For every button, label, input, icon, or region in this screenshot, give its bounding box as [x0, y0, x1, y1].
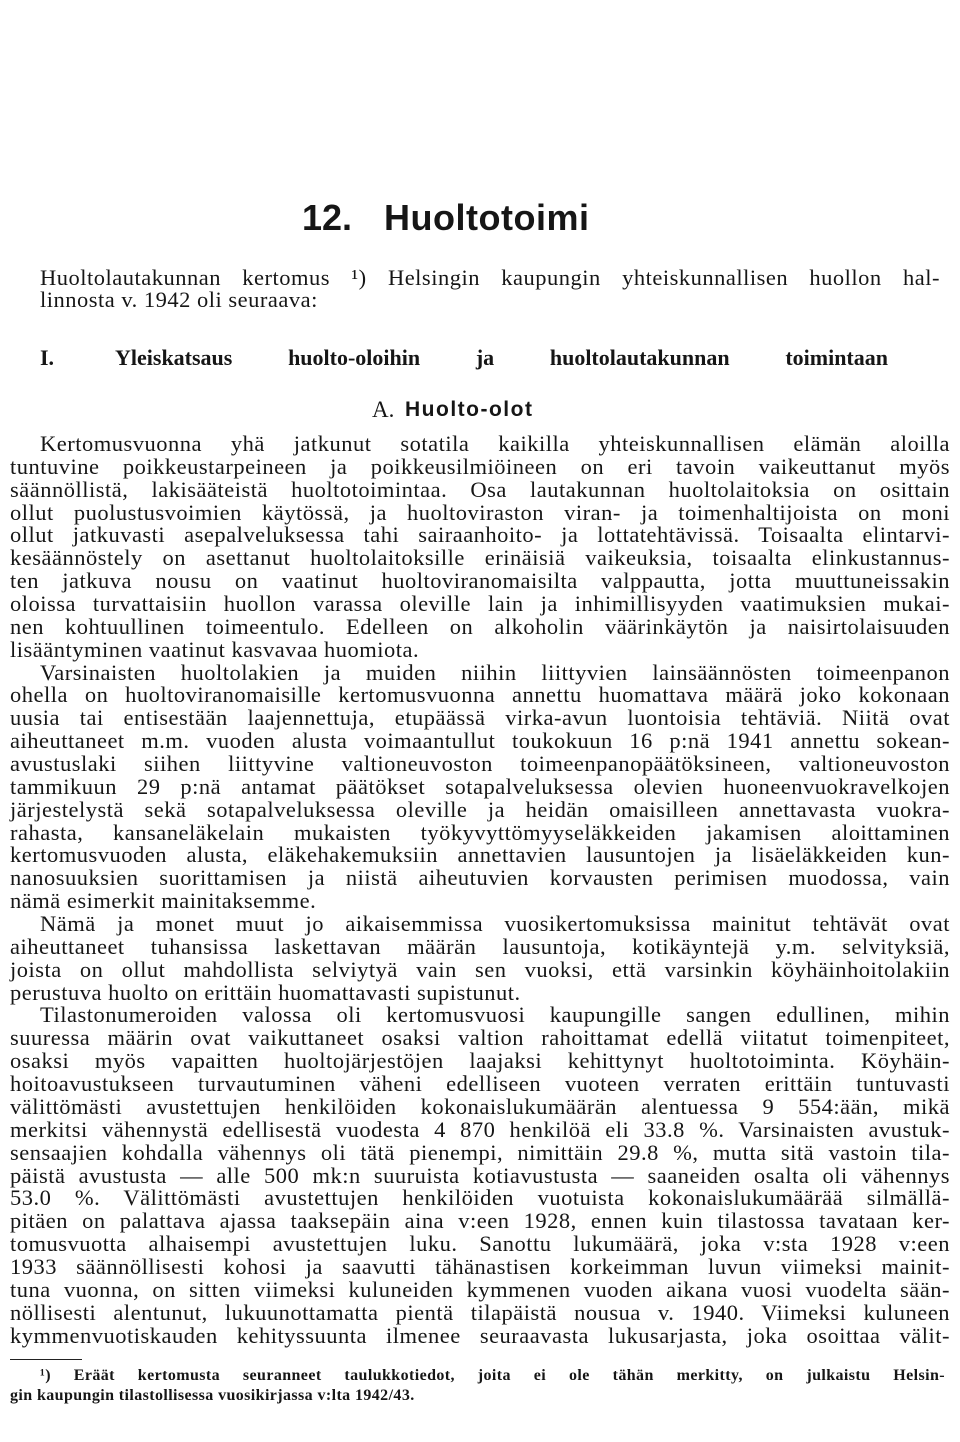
text-line: Kertomusvuonna yhä jatkunut sotatila kaikilla yhteiskunnallisen elämän aloilla [40, 431, 950, 456]
text-line: tammikuun 29 p:nä antamat päätökset sotapalveluksessa olevien huoneenvuokravelkojen [10, 773, 950, 799]
text-line: linnosta v. 1942 oli seuraava: [40, 287, 318, 312]
text-line: ollut jatkuvasti asepalveluksessa tahi sairaanhoito- ja lottatehtävissä. Toisaalta elintarvi- [10, 522, 950, 548]
text-line: nen kohtuullinen toimeentulo. Edelleen on alkoholin väärinkäytön ja naisirtolaisuuden [10, 613, 950, 639]
intro-paragraph [40, 267, 940, 311]
chapter-title [0, 197, 960, 239]
text-line: uusia tai entisestään laajennettuja, etupäässä virka-avun luontoisia tehtäviä. Niitä ovat [10, 705, 950, 731]
text-line: tuna vuonna, on sitten viimeksi kuluneiden kymmenen vuoden aikana vuosi vuodelta sään- [10, 1276, 950, 1302]
text-line: nöllisesti alentunut, lukuunottamatta pientä tilapäistä nousua v. 1940. Viimeksi kuluneen [10, 1299, 950, 1325]
subsection-letter: A. [372, 397, 395, 422]
chapter-title-text: Huoltotoimi [384, 197, 590, 238]
text-line: hoitoavustukseen turvautuminen väheni edelliseen vuoteen verraten erittäin tuntuvasti [10, 1071, 950, 1097]
text-line: ten jatkuva nousu on vaatinut huoltoviranomaisilta valppautta, jotta muuttuneissakin [10, 568, 950, 594]
text-line: perustuva huolto on erittäin huomattavasti supistunut. [10, 979, 521, 1005]
paragraph [10, 1004, 950, 1347]
text-line: Nämä ja monet muut jo aikaisemmissa vuosikertomuksissa mainitut tehtävät ovat [40, 911, 950, 937]
text-line: rahasta, kansaneläkelain mukaisten työkyvyttömyyseläkkeiden jakamisen aloittaminen [10, 819, 950, 845]
text-line: kertomusvuoden alusta, eläkehakemuksiin annettavien lausuntojen ja lisäeläkkeiden kun- [10, 842, 950, 868]
text-line: kesäännöstely on asettanut huoltolaitoksille erinäisiä vaikeuksia, toisaalta elinkustannus- [10, 545, 950, 571]
text-line: Huoltolautakunnan kertomus ¹) Helsingin kaupungin yhteiskunnallisen huollon hal- [40, 265, 940, 290]
subsection-heading [0, 397, 960, 423]
text-line: 53.0 %. Välittömästi avustettujen henkilöiden vuotuista kokonaislukumäärää silmällä- [10, 1185, 950, 1211]
text-line: merkitsi vähennystä edellisestä vuodesta 4 870 henkilöä eli 33.8 %. Varsinaisten avustuk- [10, 1116, 950, 1142]
footnote-line: ¹) Eräät kertomusta seuranneet taulukkotiedot, joita ei ole tähän merkitty, on julkaistu Helsin- [40, 1367, 945, 1384]
text-line: tomusvuotta alhaisempi avustettujen luku. Sanottu lukumäärä, joka v:sta 1928 v:een [10, 1231, 950, 1257]
text-line: Tilastonumeroiden valossa oli kertomusvuosi kaupungille sangen edullinen, mihin [40, 1002, 950, 1028]
text-line: nanosuuksien suorittamisen ja niistä aiheutuvien korvausten perimisen muodossa, vain [10, 865, 950, 891]
subsection-title: Huolto-olot [405, 398, 534, 421]
text-line: oloissa turvattaisiin huollon varassa oleville lain ja inhimillisyyden vaatimuksien mukai- [10, 591, 950, 617]
footnote [10, 1366, 945, 1406]
text-line: ohella on huoltoviranomaisille kertomusvuonna annettu huomattava määrä joko kokonaan [10, 682, 950, 708]
section-heading [0, 345, 960, 371]
chapter-number: 12. [302, 197, 353, 238]
text-line: välittömästi avustettujen henkilöiden kokonaislukumäärän alentuessa 9 554:ään, mikä [10, 1093, 950, 1119]
text-line: lisääntyminen vaatinut kasvavaa huomiota. [10, 636, 420, 662]
text-line: tuntuvine poikkeustarpeineen ja poikkeusilmiöineen on eri tavoin vaikeuttanut myös [10, 453, 950, 479]
text-line: osaksi myös vapaitten huoltojärjestöjen laajaksi kehittynyt huoltotoiminta. Köyhäin- [10, 1048, 950, 1074]
text-line: aiheuttaneet m.m. vuoden alusta voimaantullut toukokuun 16 p:nä 1941 annettu sokean- [10, 728, 950, 754]
text-line: avustuslaki siihen liittyvine valtioneuvoston toimeenpanopäätöksineen, valtioneuvoston [10, 751, 950, 777]
text-line: säännöllistä, lakisääteistä huoltotoimintaa. Osa lautakunnan huoltolaitoksia on osittain [10, 476, 950, 502]
text-line: joista on ollut mahdollista selviytyä vain sen vuoksi, että varsinkin köyhäinhoitolakiin [10, 956, 950, 982]
text-line: pitäen on palattava ajassa taaksepäin aina v:een 1928, ennen kuin tilastossa tavataan ker- [10, 1208, 950, 1234]
text-line: järjestelystä sekä sotapalveluksessa oleville ja heidän omaisilleen annettavasta vuokra- [10, 796, 950, 822]
text-line: päistä avustusta — alle 500 mk:n suuruista kotiavustusta — saaneiden osalta oli vähennys [10, 1162, 950, 1188]
text-line: sensaajien kohdalla vähennys oli tätä pienempi, nimittäin 29.8 %, mutta sitä vastoin tila- [10, 1139, 950, 1165]
text-line: aiheuttaneet tuhansissa laskettavan määrän lausuntoja, kotikäyntejä y.m. selvityksiä, [10, 933, 950, 959]
text-line: Varsinaisten huoltolakien ja muiden niihin liittyvien lainsäännösten toimeenpanon [40, 659, 950, 685]
text-line: kymmenvuotiskauden kehityssuunta ilmenee seuraavasta lukusarjasta, joka osoittaa välit- [10, 1322, 950, 1348]
section-title: Yleiskatsaus huolto-oloihin ja huoltolautakunnan toimintaan [115, 345, 888, 370]
text-line: 1933 säännöllisesti kohosi ja saavutti tähänastisen korkeimman luvun viimeksi mainit- [10, 1253, 950, 1279]
text-line: suuressa määrin ovat vaikuttaneet osaksi valtion rahoittamat edellä viitatut toimenpiteet, [10, 1025, 950, 1051]
paragraph [10, 913, 950, 1004]
footnote-rule [10, 1359, 82, 1360]
body-text [10, 433, 950, 1347]
paragraph [10, 433, 950, 662]
text-line: nämä esimerkit mainitaksemme. [10, 888, 317, 914]
footnote-line: gin kaupungin tilastollisessa vuosikirjassa v:lta 1942/43. [10, 1387, 415, 1404]
section-number: I. [40, 345, 55, 370]
text-line: ollut puolustusvoimien käytössä, ja huoltoviraston viran- ja toimenhaltijoista on moni [10, 499, 950, 525]
paragraph [10, 659, 950, 914]
